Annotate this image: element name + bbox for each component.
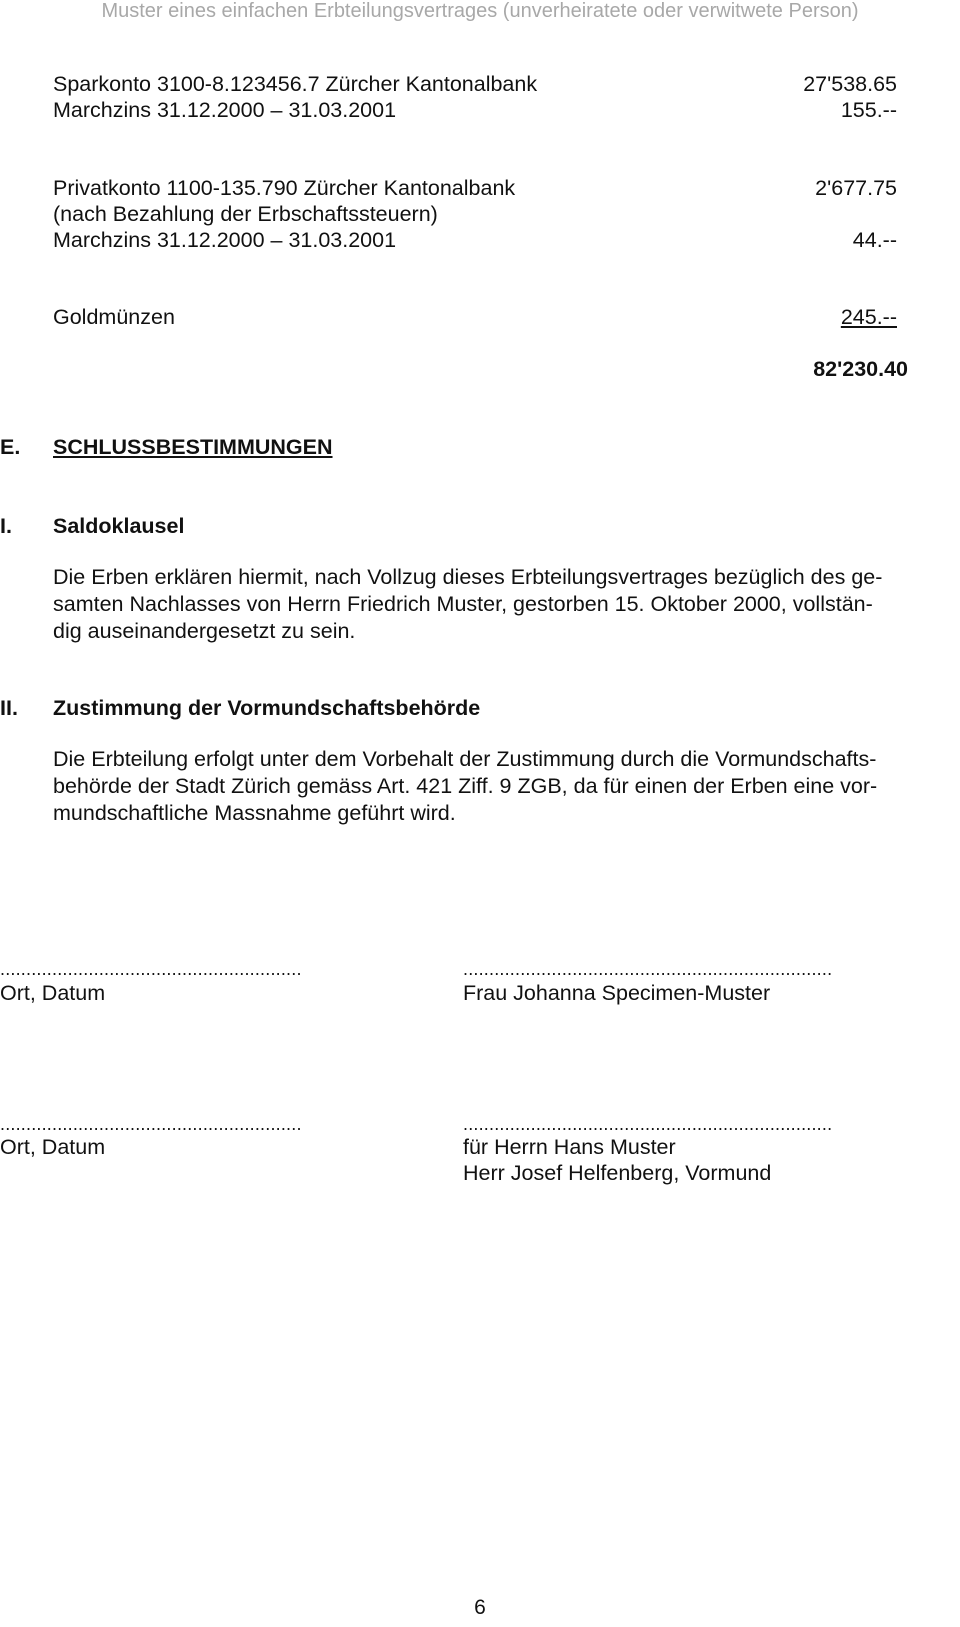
clause-title: Saldoklausel [53,514,185,538]
signature-line: .......................................................... [0,1114,302,1134]
signature-name: Herr Josef Helfenberg, Vormund [463,1161,772,1185]
signature-place-date: Ort, Datum [0,981,106,1005]
signature-line: ....................................................................... [463,1114,833,1134]
signature-line: ....................................................................... [463,959,833,979]
section-letter: E. [0,435,21,459]
asset-label: Privatkonto 1100-135.790 Zürcher Kantonalbank [53,176,516,200]
page-header: Muster eines einfachen Erbteilungsvertrages (unverheiratete oder verwitwete Person) [101,0,859,22]
asset-label: Sparkonto 3100-8.123456.7 Zürcher Kantonalbank [53,72,538,96]
clause-text-line: mundschaftliche Massnahme geführt wird. [53,801,456,825]
signature-name: Frau Johanna Specimen-Muster [463,981,771,1005]
asset-label: Goldmünzen [53,305,175,329]
asset-amount: 2'677.75 [815,176,897,200]
clause-text-line: Die Erbteilung erfolgt unter dem Vorbehalt der Zustimmung durch die Vormundschafts- [53,747,877,771]
signature-place-date: Ort, Datum [0,1135,106,1159]
clause-number: I. [0,514,12,538]
total-amount: 82'230.40 [813,357,908,381]
asset-amount: 245.-- [840,305,897,329]
clause-number: II. [0,696,18,720]
clause-text-line: samten Nachlasses von Herrn Friedrich Muster, gestorben 15. Oktober 2000, vollstän- [53,592,873,616]
asset-amount: 44.-- [852,228,897,252]
clause-title: Zustimmung der Vormundschaftsbehörde [53,696,481,720]
asset-amount: 155.-- [840,98,897,122]
clause-text-line: Die Erben erklären hiermit, nach Vollzug dieses Erbteilungsvertrages bezüglich des ge- [53,565,883,589]
asset-amount: 27'538.65 [803,72,897,96]
asset-label: Marchzins 31.12.2000 – 31.03.2001 [53,228,397,252]
signature-name: für Herrn Hans Muster [463,1135,676,1159]
page-number: 6 [474,1596,486,1619]
asset-label: (nach Bezahlung der Erbschaftssteuern) [53,202,438,226]
clause-text-line: behörde der Stadt Zürich gemäss Art. 421 Ziff. 9 ZGB, da für einen der Erben eine vor- [53,774,878,798]
asset-label: Marchzins 31.12.2000 – 31.03.2001 [53,98,397,122]
clause-text-line: dig auseinandergesetzt zu sein. [53,619,356,643]
section-title: SCHLUSSBESTIMMUNGEN [53,435,333,459]
signature-line: .......................................................... [0,959,302,979]
